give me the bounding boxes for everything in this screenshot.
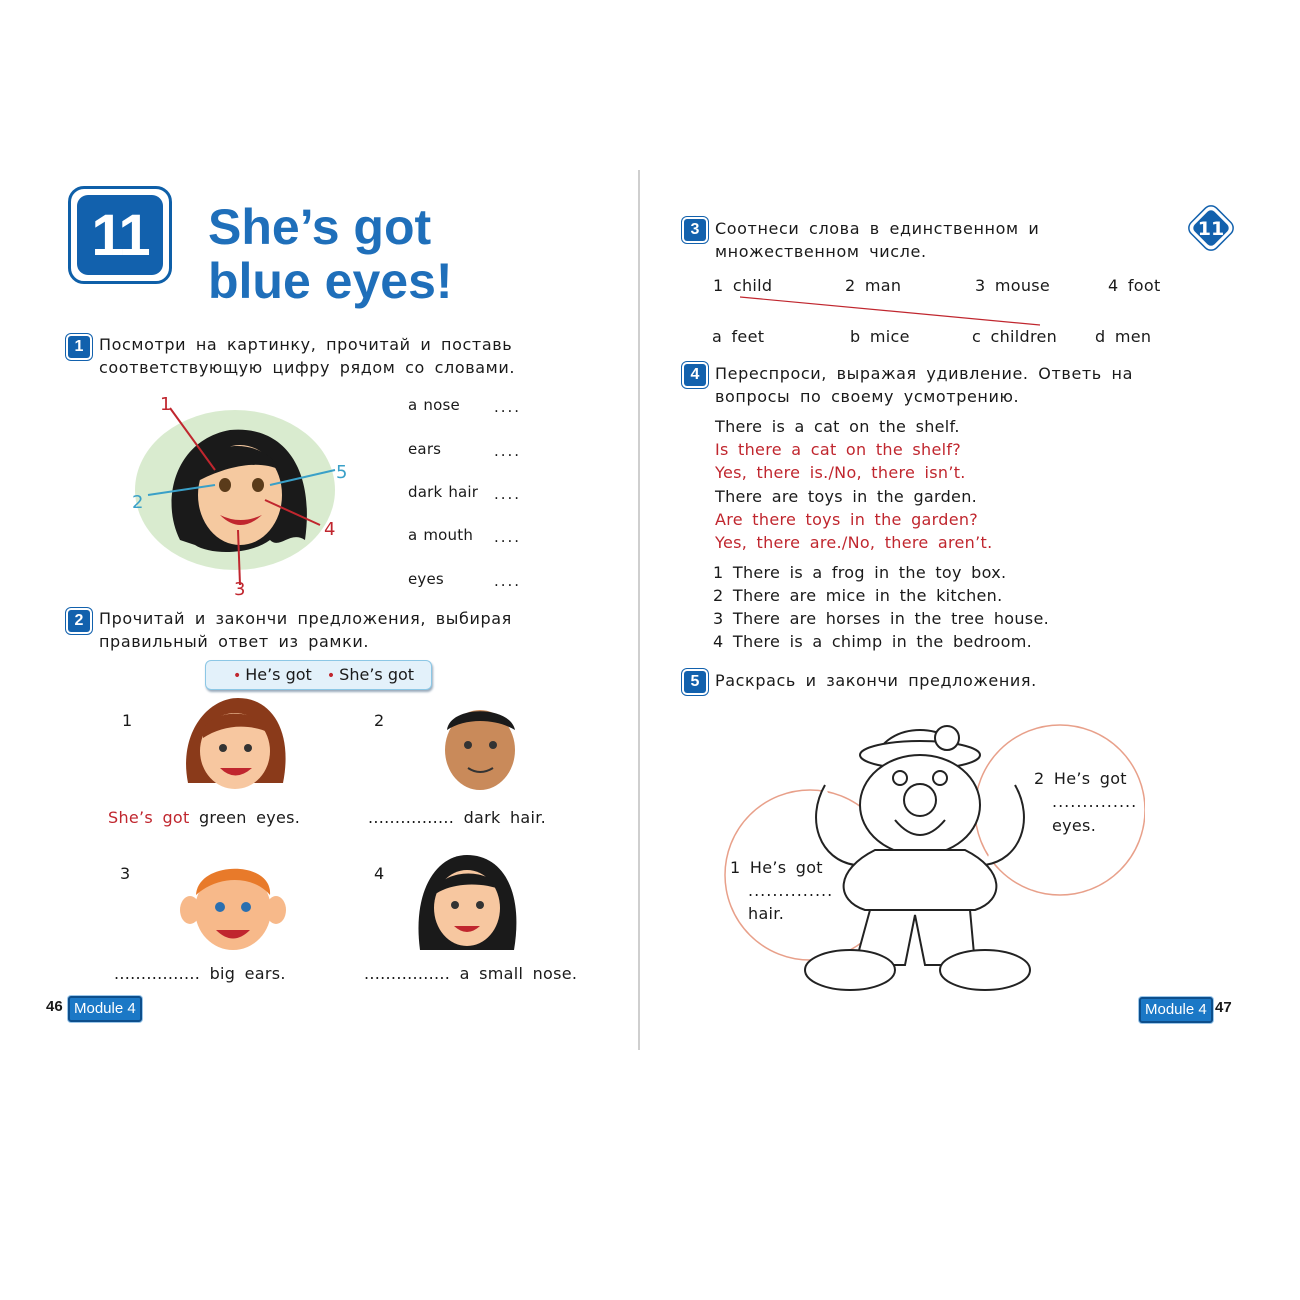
answer-blank[interactable]: ................ <box>364 964 451 983</box>
page-title <box>208 200 453 308</box>
option-shes-got: She’s got <box>339 665 415 684</box>
singular-word-2: 2 man <box>845 276 902 295</box>
lesson-badge-diamond <box>1188 205 1234 251</box>
module-tag-left: Module 4 <box>68 996 142 1022</box>
ex4-item-1: 1 There is a frog in the toy box. <box>713 563 1007 582</box>
ex2-item-1-sentence <box>108 806 300 829</box>
filled-answer: She’s got <box>108 808 190 827</box>
word-mouth: a mouth <box>408 526 474 544</box>
singular-word-4: 4 foot <box>1108 276 1161 295</box>
example-statement-2: There are toys in the garden. <box>715 487 978 506</box>
ex4-item-3: 3 There are horses in the tree house. <box>713 609 1049 628</box>
diagram-number-3: 3 <box>234 579 246 600</box>
singular-word-1: 1 child <box>713 276 773 295</box>
bubble-1-line-1: 1 He’s got <box>730 858 823 877</box>
answer-dots[interactable]: .... <box>494 485 522 503</box>
answer-blank[interactable]: ................ <box>114 964 201 983</box>
title-line-1: She’s got <box>208 199 432 255</box>
example-statement-1: There is a cat on the shelf. <box>715 417 960 436</box>
sentence-rest: big ears. <box>209 964 286 983</box>
clown-illustration <box>715 700 1145 1010</box>
exercise-number-2: 2 <box>68 610 90 632</box>
exercise-number-3: 3 <box>684 219 706 241</box>
page-number-left: 46 <box>46 998 63 1015</box>
exercise-number-4: 4 <box>684 364 706 386</box>
answer-dots[interactable]: .... <box>494 398 522 416</box>
example-question-1: Is there a cat on the shelf? <box>715 440 962 459</box>
ex4-item-4: 4 There is a chimp in the bedroom. <box>713 632 1032 651</box>
item-number: 1 <box>122 711 133 730</box>
bubble-1-line-3: hair. <box>748 904 785 923</box>
exercise-5-instruction: Раскрась и закончи предложения. <box>715 671 1037 690</box>
plural-word-c: c children <box>972 327 1058 346</box>
diagram-number-5: 5 <box>336 462 348 483</box>
exercise-4-instruction: Переспроси, выражая удивление. Ответь на вопросы по своему усмотрению. <box>715 364 1133 406</box>
answer-options-box: • He’s got • She’s got <box>205 660 432 690</box>
word-nose: a nose <box>408 396 460 414</box>
module-tag-right: Module 4 <box>1139 997 1213 1023</box>
exercise-3-instruction: Соотнеси слова в единственном и множественном числе. <box>715 219 1040 261</box>
ex2-item-3-sentence <box>114 962 286 985</box>
option-hes-got: He’s got <box>245 665 312 684</box>
girl-face-illustration <box>120 390 360 600</box>
ex2-item-2-sentence <box>368 806 546 829</box>
boy-short-hair-illustration <box>435 700 525 795</box>
word-ears: ears <box>408 440 442 458</box>
page-number-right: 47 <box>1215 999 1232 1016</box>
lesson-number-badge <box>68 186 172 284</box>
boy-red-hair-illustration <box>178 855 288 955</box>
exercise-number-1: 1 <box>68 336 90 358</box>
answer-dots[interactable]: .... <box>494 528 522 546</box>
bubble-2-line-3: eyes. <box>1052 816 1097 835</box>
lesson-badge-number: 11 <box>1197 218 1225 240</box>
singular-word-3: 3 mouse <box>975 276 1051 295</box>
page-divider <box>638 170 640 1050</box>
example-answer-1: Yes, there is./No, there isn’t. <box>715 463 966 482</box>
answer-dots[interactable]: .... <box>494 572 522 590</box>
exercise-1-instruction: Посмотри на картинку, прочитай и поставь соответствующую цифру рядом со словами. <box>99 335 516 377</box>
exercise-number-5: 5 <box>684 671 706 693</box>
example-question-2: Are there toys in the garden? <box>715 510 979 529</box>
plural-word-a: a feet <box>712 327 765 346</box>
bubble-1-blank[interactable]: .............. <box>748 881 834 900</box>
diagram-number-2: 2 <box>132 492 144 513</box>
plural-word-d: d men <box>1095 327 1152 346</box>
exercise-2-instruction: Прочитай и закончи предложения, выбирая правильный ответ из рамки. <box>99 609 512 651</box>
ex2-item-4-sentence <box>364 962 577 985</box>
word-dark-hair: dark hair <box>408 483 479 501</box>
sentence-rest: green eyes. <box>198 808 301 827</box>
item-number: 3 <box>120 864 131 883</box>
item-number: 4 <box>374 864 385 883</box>
bubble-2-blank[interactable]: .............. <box>1052 792 1138 811</box>
plural-word-b: b mice <box>850 327 910 346</box>
item-number: 2 <box>374 711 385 730</box>
girl-black-hair-illustration <box>412 850 522 955</box>
lesson-number: 11 <box>77 195 163 275</box>
answer-dots[interactable]: .... <box>494 442 522 460</box>
example-answer-2: Yes, there are./No, there aren’t. <box>715 533 993 552</box>
bubble-2-line-1: 2 He’s got <box>1034 769 1127 788</box>
sentence-rest: dark hair. <box>463 808 547 827</box>
word-eyes: eyes <box>408 570 444 588</box>
sentence-rest: a small nose. <box>459 964 578 983</box>
diagram-number-4: 4 <box>324 519 336 540</box>
title-line-2: blue eyes! <box>208 253 453 309</box>
answer-blank[interactable]: ................ <box>368 808 455 827</box>
ex4-item-2: 2 There are mice in the kitchen. <box>713 586 1003 605</box>
girl-brown-hair-illustration <box>178 693 293 793</box>
diagram-number-1: 1 <box>160 394 172 415</box>
